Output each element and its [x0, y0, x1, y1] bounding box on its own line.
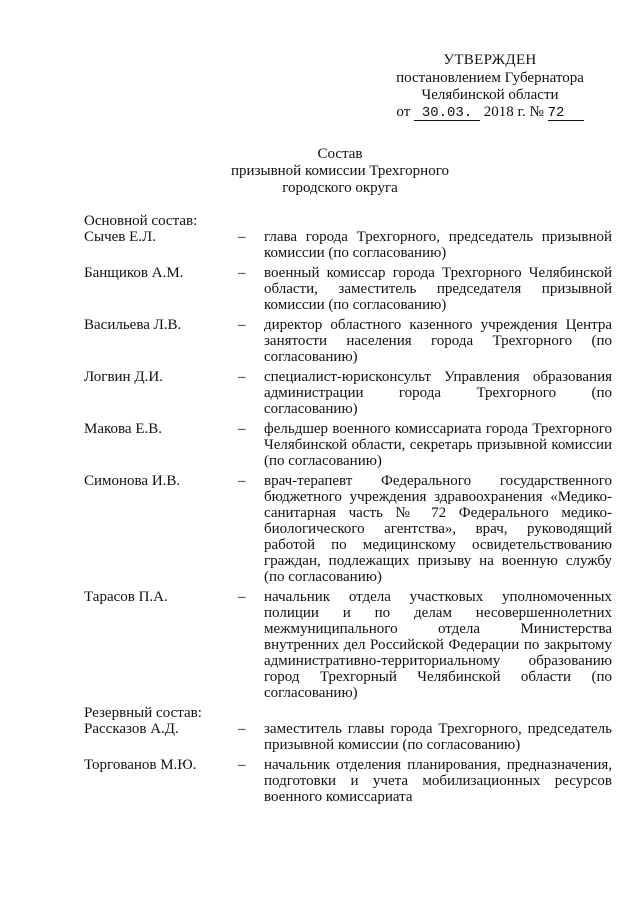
member-row [84, 589, 612, 701]
member-role: директор областного казенного учреждения Центра занятости населения города Трехгорного (по согласованию) [264, 317, 612, 365]
member-name: Логвин Д.И. [84, 369, 163, 385]
member-role: фельдшер военного комиссариата города Трехгорного Челябинской области, секретарь призывной комиссии (по согласованию) [264, 421, 612, 469]
member-dash: – [238, 229, 246, 245]
member-name: Симонова И.В. [84, 473, 181, 489]
member-row [84, 317, 612, 365]
member-role: специалист-юрисконсульт Управления образования администрации города Трехгорного (по согласованию) [264, 369, 612, 417]
member-row [84, 473, 612, 585]
document-heading [200, 146, 480, 197]
section-title: Основной состав: [84, 213, 198, 229]
approval-stamp [380, 52, 600, 121]
member-dash: – [238, 421, 246, 437]
member-dash: – [238, 265, 246, 281]
approval-date: 30.03. [414, 106, 480, 121]
approval-year-text: 2018 г. № [483, 104, 544, 120]
member-dash: – [238, 589, 246, 605]
approval-line-2: Челябинской области [421, 87, 559, 103]
section-title: Резервный состав: [84, 705, 202, 721]
approval-number: 72 [548, 106, 584, 121]
member-dash: – [238, 317, 246, 333]
member-role: военный комиссар города Трехгорного Челябинской области, заместитель председателя призывной комиссии (по согласованию) [264, 265, 612, 313]
member-dash: – [238, 757, 246, 773]
member-row [84, 265, 612, 313]
member-row [84, 369, 612, 417]
commission-roster [84, 213, 612, 809]
heading-line-1: Состав [317, 146, 363, 162]
member-row [84, 421, 612, 469]
approval-date-line [380, 104, 600, 121]
heading-line-2: призывной комиссии Трехгорного [231, 163, 449, 179]
member-name: Васильева Л.В. [84, 317, 182, 333]
member-row [84, 721, 612, 753]
member-role: врач-терапевт Федерального государственного бюджетного учреждения здравоохранения «Медико-санитарная часть № 72 Федерального медико-биологического агентства», врач, руководящий работой по медицинскому освидетельствованию граждан, подлежащих призыву на военную службу (по согласованию) [264, 473, 612, 585]
member-name: Банщиков А.М. [84, 265, 184, 281]
member-row [84, 757, 612, 805]
approval-from-prefix: от [396, 104, 411, 120]
member-dash: – [238, 721, 246, 737]
member-dash: – [238, 369, 246, 385]
member-dash: – [238, 473, 246, 489]
member-name: Сычев Е.Л. [84, 229, 156, 245]
member-role: заместитель главы города Трехгорного, председатель призывной комиссии (по согласованию) [264, 721, 612, 753]
member-role: начальник отдела участковых уполномоченных полиции и по делам несовершеннолетних межмуниципального отдела Министерства внутренних дел Российской Федерации по закрытому административно-территориальному образованию город Трехгорный Челябинской области (по согласованию) [264, 589, 612, 701]
member-name: Макова Е.В. [84, 421, 162, 437]
member-name: Торгованов М.Ю. [84, 757, 197, 773]
approval-title: УТВЕРЖДЕН [443, 52, 537, 68]
heading-line-3: городского округа [282, 180, 398, 196]
member-role: начальник отделения планирования, предназначения, подготовки и учета мобилизационных ресурсов военного комиссариата [264, 757, 612, 805]
member-name: Тарасов П.А. [84, 589, 168, 605]
approval-line-1: постановлением Губернатора [396, 70, 584, 86]
member-row [84, 229, 612, 261]
member-name: Рассказов А.Д. [84, 721, 179, 737]
member-role: глава города Трехгорного, председатель призывной комиссии (по согласованию) [264, 229, 612, 261]
